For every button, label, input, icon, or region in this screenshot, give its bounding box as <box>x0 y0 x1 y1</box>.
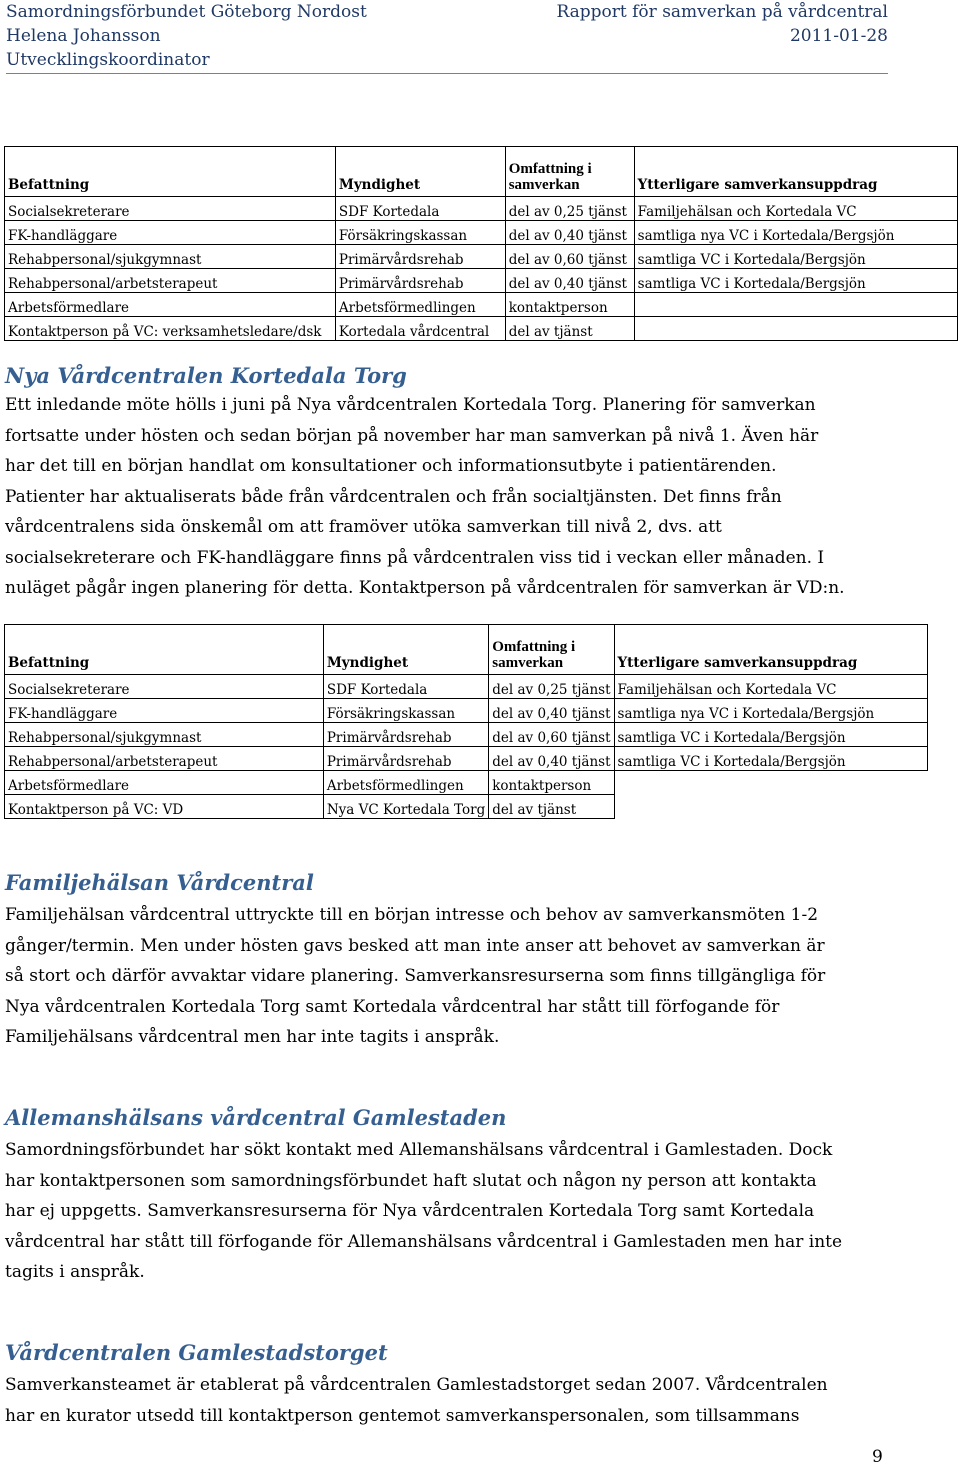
text-line: Familjehälsans vårdcentral men har inte tagits i anspråk. <box>5 1027 500 1047</box>
header-author: Helena Johansson <box>6 26 161 46</box>
table-header-row <box>5 625 928 675</box>
table-cell: Nya VC Kortedala Torg <box>323 795 488 819</box>
text-line: nuläget pågår ingen planering för detta. Kontaktperson på vårdcentralen för samverkan är VD:n. <box>5 578 845 598</box>
table-cell: del av 0,25 tjänst <box>505 197 634 221</box>
page-number: 9 <box>872 1447 883 1467</box>
table-cell: Kortedala vårdcentral <box>335 317 505 341</box>
table-cell: Primärvårdsrehab <box>323 747 488 771</box>
table-header-row <box>5 147 958 197</box>
table-cell: Arbetsförmedlare <box>5 293 336 317</box>
section-body-allemanshalsan <box>5 1135 905 1288</box>
header-role: Utvecklingskoordinator <box>6 50 210 70</box>
header-date: 2011-01-28 <box>789 26 888 46</box>
text-line: socialsekreterare och FK-handläggare finns på vårdcentralen viss tid i veckan eller månaden. I <box>5 547 825 568</box>
text-line: har det till en början handlat om konsultationer och informationsutbyte i patientärenden. <box>5 456 777 476</box>
table-cell: Försäkringskassan <box>335 221 505 245</box>
section-heading-allemanshalsan: Allemanshälsans vårdcentral Gamlestaden <box>5 1105 507 1130</box>
table-cell: Arbetsförmedlingen <box>335 293 505 317</box>
column-header: Befattning <box>5 147 336 197</box>
column-header: Befattning <box>5 625 324 675</box>
table-cell <box>614 771 927 795</box>
column-header: Myndighet <box>335 147 505 197</box>
table-cell: samtliga VC i Kortedala/Bergsjön <box>614 723 927 747</box>
column-header: Omfattning i samverkan <box>489 625 614 675</box>
staff-table-kortedala <box>4 146 958 341</box>
table-cell: Kontaktperson på VC: verksamhetsledare/dsk <box>5 317 336 341</box>
table-cell: Socialsekreterare <box>5 197 336 221</box>
column-header: Myndighet <box>323 625 488 675</box>
table-cell: Familjehälsan och Kortedala VC <box>614 675 927 699</box>
text-line: tagits i anspråk. <box>5 1262 145 1282</box>
text-line: Nya vårdcentralen Kortedala Torg samt Kortedala vårdcentral har stått till förfogande för <box>5 996 780 1017</box>
table-cell: Primärvårdsrehab <box>335 269 505 293</box>
column-header: Ytterligare samverkansuppdrag <box>614 625 927 675</box>
column-header: Ytterligare samverkansuppdrag <box>634 147 957 197</box>
table-cell: Primärvårdsrehab <box>323 723 488 747</box>
table-cell: del av 0,40 tjänst <box>505 269 634 293</box>
table-row <box>5 795 928 819</box>
header-report-title: Rapport för samverkan på vårdcentral <box>556 2 888 22</box>
page-header <box>6 0 888 72</box>
table-cell <box>614 795 927 819</box>
section-body-gamlestadstorget <box>5 1370 905 1431</box>
text-line: har en kurator utsedd till kontaktperson gentemot samverkanspersonalen, som tillsammans <box>5 1405 800 1426</box>
table-cell: Försäkringskassan <box>323 699 488 723</box>
table-cell: Familjehälsan och Kortedala VC <box>634 197 957 221</box>
table-cell: del av 0,60 tjänst <box>489 723 614 747</box>
table-cell: Rehabpersonal/arbetsterapeut <box>5 747 324 771</box>
header-rule <box>6 73 888 74</box>
table-cell <box>634 293 957 317</box>
text-line: gånger/termin. Men under hösten gavs besked att man inte anser att behovet av samverkan är <box>5 935 825 956</box>
table-cell: Rehabpersonal/sjukgymnast <box>5 245 336 269</box>
table-cell: Rehabpersonal/arbetsterapeut <box>5 269 336 293</box>
table-cell: Socialsekreterare <box>5 675 324 699</box>
table-cell: del av 0,25 tjänst <box>489 675 614 699</box>
section-body-nya-vardcentralen <box>5 390 905 604</box>
table-cell: del av 0,40 tjänst <box>489 747 614 771</box>
table-cell <box>634 317 957 341</box>
table-row <box>5 675 928 699</box>
table-row <box>5 293 958 317</box>
text-line: vårdcentral har stått till förfogande för Allemanshälsans vårdcentral i Gamlestaden men har inte <box>5 1231 843 1252</box>
text-line: har ej uppgetts. Samverkansresurserna för Nya vårdcentralen Kortedala Torg samt Kortedala <box>5 1201 815 1221</box>
column-header: Omfattning i samverkan <box>505 147 634 197</box>
section-body-familjehalsan <box>5 900 905 1053</box>
table-cell: kontaktperson <box>505 293 634 317</box>
text-line: Samordningsförbundet har sökt kontakt med Allemanshälsans vårdcentral i Gamlestaden. Dock <box>5 1140 833 1160</box>
table-row <box>5 269 958 293</box>
table-cell: samtliga nya VC i Kortedala/Bergsjön <box>634 221 957 245</box>
table-cell: SDF Kortedala <box>323 675 488 699</box>
table-row <box>5 221 958 245</box>
table-row <box>5 723 928 747</box>
table-cell: FK-handläggare <box>5 699 324 723</box>
section-heading-familjehalsan: Familjehälsan Vårdcentral <box>5 870 314 895</box>
text-line: Familjehälsan vårdcentral uttryckte till en början intresse och behov av samverkansmöten 1-2 <box>5 905 819 925</box>
table-cell: samtliga VC i Kortedala/Bergsjön <box>634 245 957 269</box>
text-line: vårdcentralens sida önskemål om att framöver utöka samverkan till nivå 2, dvs. att <box>5 517 722 537</box>
text-line: fortsatte under hösten och sedan början på november har man samverkan på nivå 1. Även här <box>5 425 819 446</box>
text-line: har kontaktpersonen som samordningsförbundet haft slutat och någon ny person att kontakta <box>5 1170 817 1191</box>
table-row <box>5 317 958 341</box>
table-cell: del av 0,40 tjänst <box>489 699 614 723</box>
table-cell: del av 0,60 tjänst <box>505 245 634 269</box>
table-row <box>5 197 958 221</box>
table-row <box>5 747 928 771</box>
staff-table-nya-vardcentralen <box>4 624 928 819</box>
table-cell: samtliga nya VC i Kortedala/Bergsjön <box>614 699 927 723</box>
table-cell: del av tjänst <box>489 795 614 819</box>
section-heading-gamlestadstorget: Vårdcentralen Gamlestadstorget <box>5 1340 388 1365</box>
table-cell: FK-handläggare <box>5 221 336 245</box>
text-line: så stort och därför avvaktar vidare planering. Samverkansresurserna som finns tillgängliga för <box>5 966 826 986</box>
table-cell: Arbetsförmedlingen <box>323 771 488 795</box>
header-org: Samordningsförbundet Göteborg Nordost <box>6 2 367 22</box>
table-cell: samtliga VC i Kortedala/Bergsjön <box>614 747 927 771</box>
table-cell: SDF Kortedala <box>335 197 505 221</box>
text-line: Patienter har aktualiserats både från vårdcentralen och från socialtjänsten. Det finns från <box>5 486 782 507</box>
text-line: Ett inledande möte hölls i juni på Nya vårdcentralen Kortedala Torg. Planering för samverkan <box>5 395 816 415</box>
table-cell: del av 0,40 tjänst <box>505 221 634 245</box>
table-cell: Kontaktperson på VC: VD <box>5 795 324 819</box>
table-cell: Arbetsförmedlare <box>5 771 324 795</box>
table-cell: kontaktperson <box>489 771 614 795</box>
table-row <box>5 245 958 269</box>
table-cell: Primärvårdsrehab <box>335 245 505 269</box>
section-heading-nya-vardcentralen: Nya Vårdcentralen Kortedala Torg <box>5 363 407 388</box>
text-line: Samverkansteamet är etablerat på vårdcentralen Gamlestadstorget sedan 2007. Vårdcentralen <box>5 1375 828 1395</box>
table-cell: Rehabpersonal/sjukgymnast <box>5 723 324 747</box>
table-row <box>5 699 928 723</box>
table-cell: del av tjänst <box>505 317 634 341</box>
table-row <box>5 771 928 795</box>
table-cell: samtliga VC i Kortedala/Bergsjön <box>634 269 957 293</box>
